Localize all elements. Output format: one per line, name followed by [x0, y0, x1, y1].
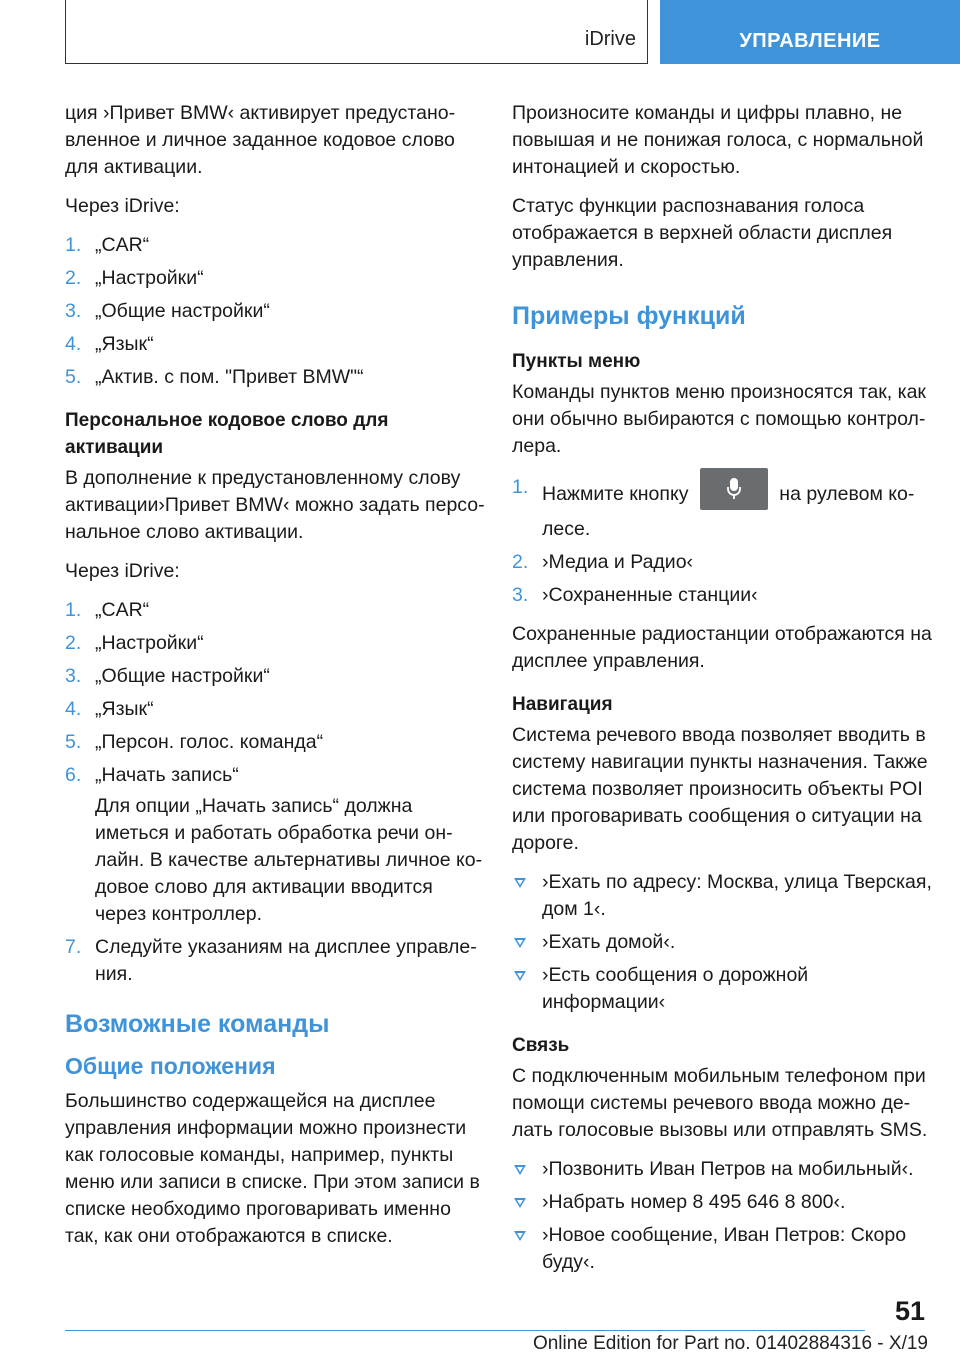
- bullet-text: ›Ехать домой‹.: [542, 931, 676, 953]
- step-number: 4.: [65, 698, 82, 720]
- list-item: [65, 663, 485, 690]
- list-item: [512, 1189, 932, 1216]
- list-item: [65, 729, 485, 756]
- bullet-text: ›Набрать номер 8 495 646 8 800‹.: [542, 1191, 846, 1213]
- step-number: 2.: [512, 551, 529, 573]
- stations-paragraph: Сохраненные радиостанции отображаются на дисплее управления.: [512, 623, 932, 672]
- triangle-bullet-icon: [514, 1231, 526, 1241]
- list-item: [65, 630, 485, 657]
- header-chapter-tab[interactable]: УПРАВЛЕНИЕ: [660, 0, 960, 64]
- step-number: 6.: [65, 764, 82, 786]
- footer-divider: [65, 1330, 865, 1331]
- triangle-bullet-icon: [514, 1165, 526, 1175]
- via-idrive-label: Через iDrive:: [65, 560, 180, 582]
- step-text: на рулевом колесе.: [542, 483, 915, 540]
- triangle-bullet-icon: [514, 1198, 526, 1208]
- list-item: [512, 474, 932, 543]
- via-idrive-label: Через iDrive:: [65, 195, 180, 217]
- step-text: „Язык“: [95, 333, 154, 355]
- bullet-text: ›Позвонить Иван Петров на мобильный‹.: [542, 1158, 914, 1180]
- step-text: „Персон. голос. команда“: [95, 731, 324, 753]
- steps-menu-list: [512, 474, 932, 609]
- steps-personal-list: [65, 597, 485, 988]
- step-number: 3.: [65, 665, 82, 687]
- step-text: „Общие настройки“: [95, 665, 270, 687]
- step-text: „Начать запись“: [95, 764, 239, 786]
- step-number: 2.: [65, 632, 82, 654]
- list-item: [512, 1222, 932, 1276]
- heading-communication: Связь: [512, 1035, 570, 1056]
- heading-general: Общие положения: [65, 1053, 276, 1079]
- step-number: 1.: [512, 476, 529, 498]
- step-number: 1.: [65, 234, 82, 256]
- list-item: [512, 929, 932, 956]
- general-paragraph: Большинство содержащейся на дисплее управления информации можно произнести как голосовые команды, например, пункты меню или записи в списке. При этом записи в списке необходимо проговаривать именно так, как они отображаются в списке.: [65, 1090, 480, 1247]
- list-item: [65, 331, 485, 358]
- step-text: ›Медиа и Радио‹: [542, 551, 694, 573]
- step-text: Нажмите кнопку: [542, 483, 689, 506]
- bullet-text: ›Новое сообщение, Иван Петров: Скоро буду‹.: [542, 1224, 907, 1273]
- heading-navigation: Навигация: [512, 694, 613, 715]
- left-column: [65, 100, 485, 1262]
- page-number: 51: [894, 1296, 925, 1326]
- step-note: Для опции „Начать запись“ должна иметься и работать обработка речи онлайн. В качестве альтернативы личное кодовое слово для активации вводится через контроллер.: [95, 795, 483, 925]
- list-item: [65, 934, 485, 988]
- step-text: „Актив. с пом. "Привет BMW"“: [95, 366, 364, 388]
- steps-activation-list: [65, 232, 485, 391]
- list-item: [512, 869, 932, 923]
- heading-possible-commands: Возможные команды: [65, 1010, 330, 1038]
- list-item: [512, 582, 932, 609]
- step-text: Следуйте указаниям на дисплее управления.: [95, 936, 477, 985]
- pronounce-paragraph: Произносите команды и цифры плавно, не повышая и не понижая голоса, с нормальной интонацией и скоростью.: [512, 102, 924, 178]
- heading-personal-keyword: Персональное кодовое слово для активации: [65, 410, 389, 458]
- bullet-text: ›Ехать по адресу: Москва, улица Тверская, дом 1‹.: [542, 871, 932, 920]
- list-item: [512, 549, 932, 576]
- bullet-text: ›Есть сообщения о дорожной информации‹: [542, 964, 809, 1013]
- step-text: „Общие настройки“: [95, 300, 270, 322]
- header-section-title: iDrive: [584, 28, 636, 50]
- list-item: [65, 762, 485, 928]
- triangle-bullet-icon: [514, 878, 526, 888]
- menu-paragraph: Команды пунктов меню произносятся так, как они обычно выбираются с помощью контроллера.: [512, 381, 926, 457]
- step-number: 5.: [65, 366, 82, 388]
- list-item: [65, 364, 485, 391]
- voice-button[interactable]: [700, 468, 768, 510]
- step-number: 3.: [65, 300, 82, 322]
- list-item: [65, 265, 485, 292]
- intro-paragraph: ция ›Привет BMW‹ активирует предустановленное и личное заданное кодовое слово для активации.: [65, 102, 456, 178]
- list-item: [65, 232, 485, 259]
- list-item: [65, 696, 485, 723]
- nav-examples-list: [512, 869, 932, 1016]
- list-item: [512, 962, 932, 1016]
- step-number: 4.: [65, 333, 82, 355]
- status-paragraph: Статус функции распознавания голоса отображается в верхней области дисплея управления.: [512, 195, 893, 271]
- step-number: 2.: [65, 267, 82, 289]
- list-item: [65, 597, 485, 624]
- step-text: „CAR“: [95, 234, 150, 256]
- step-text: „Язык“: [95, 698, 154, 720]
- comm-paragraph: С подключенным мобильным телефоном при помощи системы речевого ввода можно делать голосовые вызовы или отправлять SMS.: [512, 1065, 928, 1141]
- header-frame: [65, 0, 648, 64]
- step-text: „Настройки“: [95, 267, 204, 289]
- step-text: ›Сохраненные станции‹: [542, 584, 758, 606]
- step-number: 7.: [65, 936, 82, 958]
- heading-menu-items: Пункты меню: [512, 351, 641, 372]
- microphone-icon: [726, 477, 742, 501]
- triangle-bullet-icon: [514, 971, 526, 981]
- step-number: 3.: [512, 584, 529, 606]
- comm-examples-list: [512, 1156, 932, 1276]
- list-item: [512, 1156, 932, 1183]
- right-column: [512, 100, 932, 1288]
- step-text: „CAR“: [95, 599, 150, 621]
- step-number: 1.: [65, 599, 82, 621]
- nav-paragraph: Система речевого ввода позволяет вводить в систему навигации пункты назначения. Также система позволяет произносить объекты POI или проговаривать сообщения о ситуации на дороге.: [512, 724, 928, 854]
- list-item: [65, 298, 485, 325]
- step-text: „Настройки“: [95, 632, 204, 654]
- personal-paragraph: В дополнение к предустановленному слову активации›Привет BMW‹ можно задать персональное слово активации.: [65, 467, 485, 543]
- heading-function-examples: Примеры функций: [512, 302, 746, 330]
- step-number: 5.: [65, 731, 82, 753]
- triangle-bullet-icon: [514, 938, 526, 948]
- footer-edition: Online Edition for Part no. 01402884316 - X/19: [532, 1333, 928, 1354]
